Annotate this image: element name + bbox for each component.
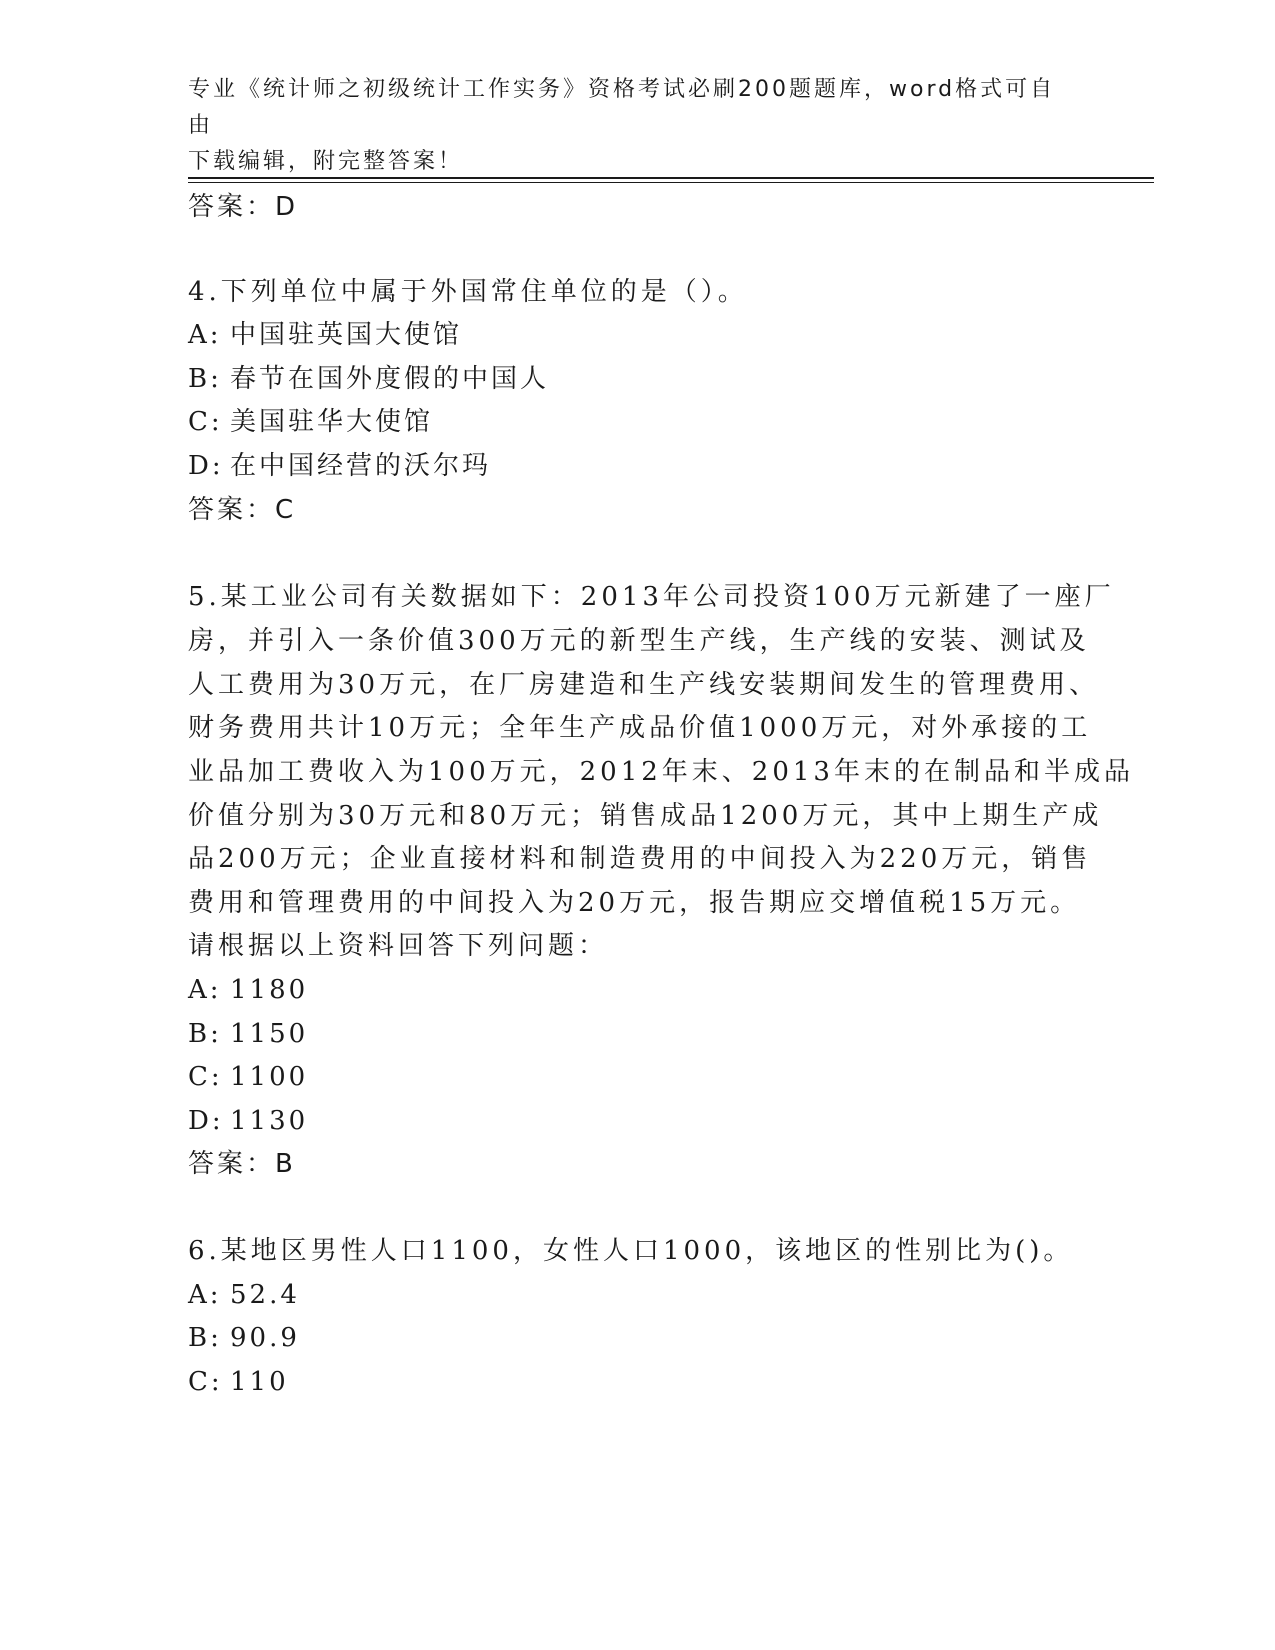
question-4-option-d	[188, 449, 491, 483]
question-5-option-b	[188, 1017, 308, 1051]
question-6-option-a	[188, 1278, 300, 1312]
option-key: C:	[188, 407, 223, 437]
option-key: D:	[188, 1106, 224, 1136]
question-6-option-c	[188, 1365, 289, 1399]
option-text: 1180	[230, 975, 309, 1005]
header-divider-thick	[188, 177, 1154, 179]
option-text: 90.9	[230, 1323, 300, 1353]
question-5-stem-line-3: 人工费用为30万元，在厂房建造和生产线安装期间发生的管理费用、	[188, 670, 1100, 700]
option-text: 1130	[230, 1106, 309, 1136]
question-5-option-a	[188, 973, 308, 1007]
question-4-option-a	[188, 318, 462, 352]
question-5-stem-line-9: 请根据以上资料回答下列问题：	[188, 931, 609, 961]
option-text: 110	[230, 1367, 289, 1397]
option-key: D:	[188, 451, 224, 481]
option-text: 1100	[230, 1062, 309, 1092]
option-key: A:	[188, 320, 222, 350]
question-4-option-b	[188, 362, 549, 396]
header-title-line-2: 下载编辑，附完整答案！	[188, 149, 464, 174]
question-4-option-c	[188, 405, 433, 439]
option-key: C:	[188, 1062, 223, 1092]
question-5-stem-line-1: 5.某工业公司有关数据如下：2013年公司投资100万元新建了一座厂	[188, 582, 1115, 612]
question-5-stem-line-2: 房，并引入一条价值300万元的新型生产线，生产线的安装、测试及	[188, 626, 1090, 656]
question-6-stem: 6.某地区男性人口1100，女性人口1000，该地区的性别比为()。	[188, 1236, 1074, 1266]
question-5-stem-line-4: 财务费用共计10万元；全年生产成品价值1000万元，对外承接的工	[188, 713, 1092, 743]
question-5-stem-line-7: 品200万元；企业直接材料和制造费用的中间投入为220万元，销售	[188, 844, 1092, 874]
option-text: 1150	[230, 1019, 309, 1049]
question-4-answer: 答案：C	[188, 495, 297, 525]
question-6-option-b	[188, 1321, 300, 1355]
header-divider-thin	[188, 182, 1154, 183]
question-5-stem-line-6: 价值分别为30万元和80万元；销售成品1200万元，其中上期生产成	[188, 801, 1103, 831]
question-5-option-c	[188, 1060, 308, 1094]
option-text: 在中国经营的沃尔玛	[230, 451, 492, 481]
answer-previous: 答案：D	[188, 192, 299, 222]
option-text: 春节在国外度假的中国人	[230, 364, 550, 394]
question-5-stem-line-8: 费用和管理费用的中间投入为20万元，报告期应交增值税15万元。	[188, 888, 1081, 918]
option-key: C:	[188, 1367, 223, 1397]
option-key: B:	[188, 1323, 222, 1353]
question-4-stem: 4.下列单位中属于外国常住单位的是（）。	[188, 277, 748, 307]
option-text: 美国驻华大使馆	[230, 407, 434, 437]
question-5-option-d	[188, 1104, 308, 1138]
question-5-stem-line-5: 业品加工费收入为100万元，2012年末、2013年末的在制品和半成品	[188, 757, 1134, 787]
option-text: 52.4	[230, 1280, 300, 1310]
option-key: B:	[188, 364, 222, 394]
question-5-answer: 答案：B	[188, 1149, 296, 1179]
option-key: B:	[188, 1019, 222, 1049]
option-text: 中国驻英国大使馆	[230, 320, 463, 350]
option-key: A:	[188, 1280, 222, 1310]
option-key: A:	[188, 975, 222, 1005]
header-title-line-1: 专业《统计师之初级统计工作实务》资格考试必刷200题题库，word格式可自由	[188, 77, 1056, 138]
document-header	[188, 72, 1068, 180]
